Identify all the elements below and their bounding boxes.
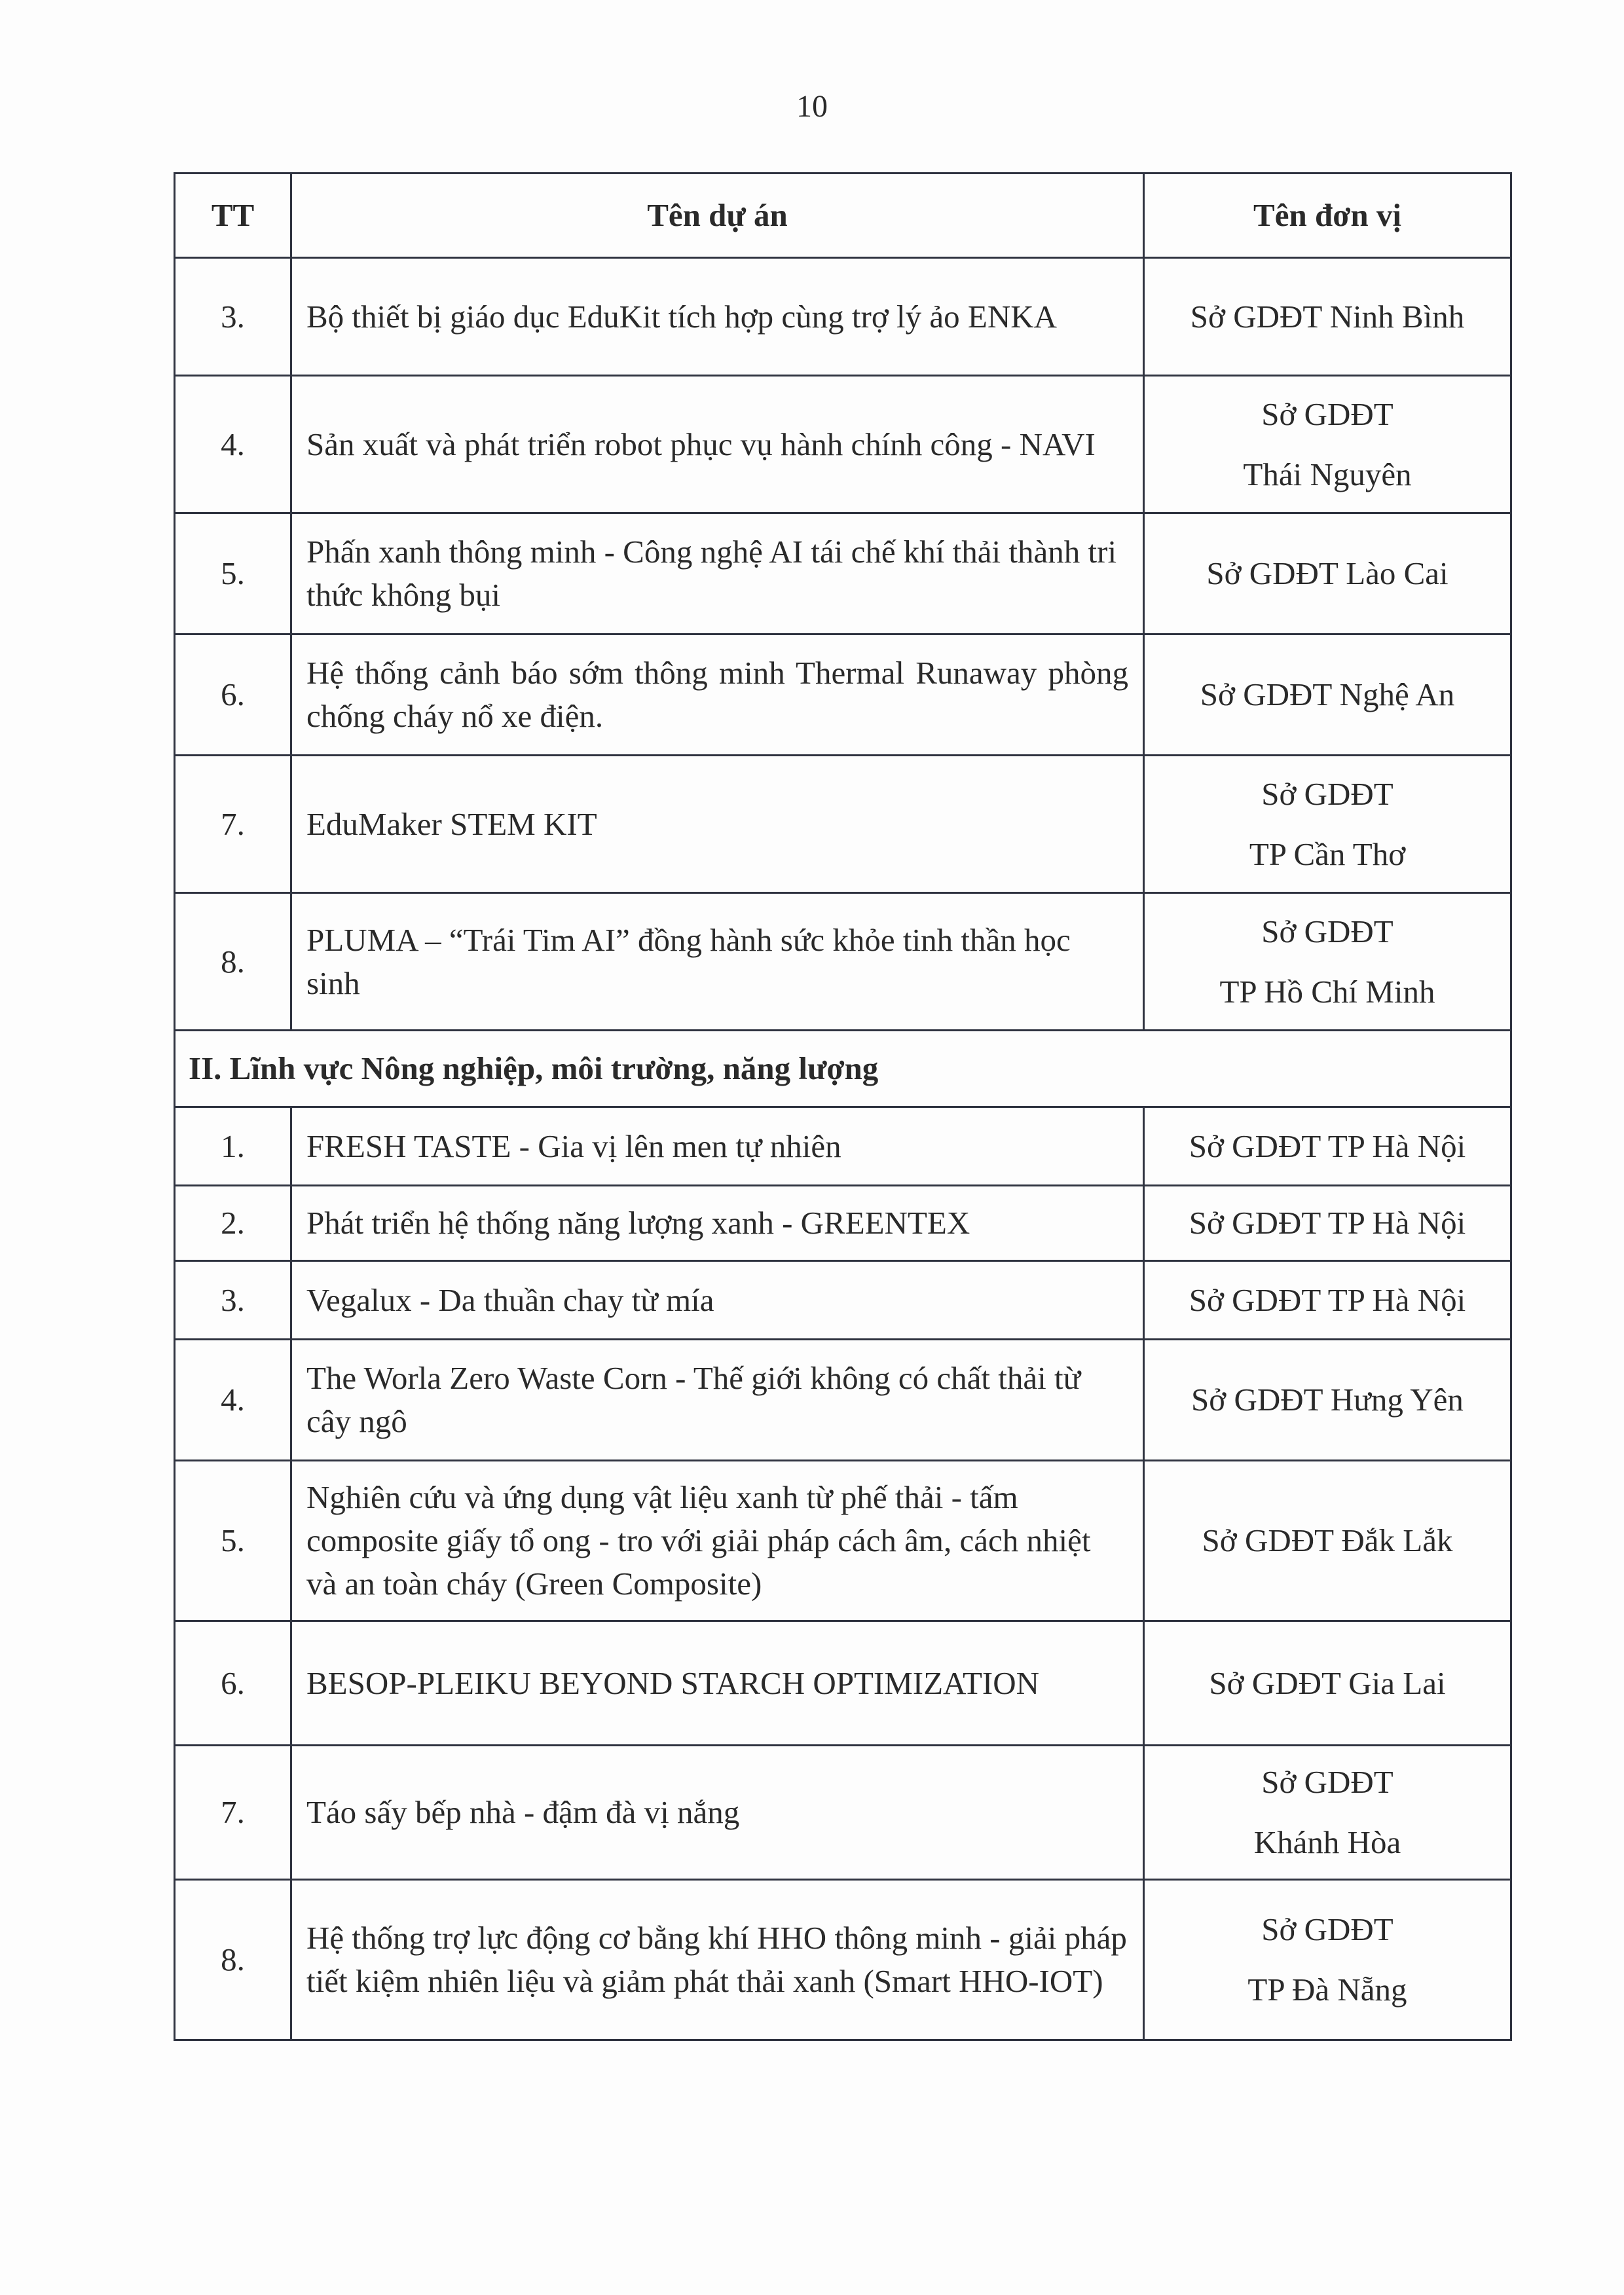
unit-name-line: Sở GDĐT <box>1261 913 1393 949</box>
unit-name <box>1144 376 1511 513</box>
row-number: 8. <box>175 893 291 1031</box>
table-row <box>175 513 1511 634</box>
unit-name <box>1144 1621 1511 1746</box>
row-number: 3. <box>175 258 291 376</box>
unit-name-line: Sở GDĐT Nghệ An <box>1200 676 1455 712</box>
project-name: The Worla Zero Waste Corn - Thế giới không có chất thải từ cây ngô <box>291 1340 1144 1461</box>
row-number: 4. <box>175 1340 291 1461</box>
project-name: Sản xuất và phát triển robot phục vụ hành chính công - NAVI <box>291 376 1144 513</box>
table-row <box>175 1461 1511 1621</box>
row-number: 6. <box>175 634 291 756</box>
section-heading: II. Lĩnh vực Nông nghiệp, môi trường, năng lượng <box>175 1031 1511 1107</box>
unit-name-line: Sở GDĐT Đắk Lắk <box>1202 1522 1453 1558</box>
unit-name-line: Thái Nguyên <box>1243 456 1412 492</box>
unit-name <box>1144 893 1511 1031</box>
page-number: 10 <box>796 89 828 124</box>
table-row <box>175 1186 1511 1261</box>
unit-name-line: Sở GDĐT <box>1261 1911 1393 1947</box>
row-number: 3. <box>175 1261 291 1340</box>
project-name: Nghiên cứu và ứng dụng vật liệu xanh từ phế thải - tấm composite giấy tổ ong - tro với giải pháp cách âm, cách nhiệt và an toàn cháy (Green Composite) <box>291 1461 1144 1621</box>
unit-name <box>1144 1107 1511 1186</box>
unit-name <box>1144 1880 1511 2040</box>
row-number: 6. <box>175 1621 291 1746</box>
unit-name <box>1144 258 1511 376</box>
table-row <box>175 1746 1511 1880</box>
project-name: Vegalux - Da thuần chay từ mía <box>291 1261 1144 1340</box>
table-row <box>175 1107 1511 1186</box>
unit-name <box>1144 1186 1511 1261</box>
unit-name-line: Sở GDĐT <box>1261 775 1393 812</box>
table-row <box>175 634 1511 756</box>
unit-name-line: Sở GDĐT <box>1261 395 1393 432</box>
unit-name-line: TP Cần Thơ <box>1249 835 1406 872</box>
table-header-row <box>175 174 1511 258</box>
unit-name-line: Sở GDĐT TP Hà Nội <box>1189 1281 1466 1318</box>
table-row <box>175 1261 1511 1340</box>
unit-name-line: Sở GDĐT TP Hà Nội <box>1189 1128 1466 1164</box>
table-row <box>175 893 1511 1031</box>
row-number: 2. <box>175 1186 291 1261</box>
unit-name <box>1144 1340 1511 1461</box>
table-row <box>175 1340 1511 1461</box>
row-number: 7. <box>175 756 291 893</box>
project-name: Hệ thống cảnh báo sớm thông minh Thermal Runaway phòng chống cháy nổ xe điện. <box>291 634 1144 756</box>
project-name: FRESH TASTE - Gia vị lên men tự nhiên <box>291 1107 1144 1186</box>
project-name: Phát triển hệ thống năng lượng xanh - GREENTEX <box>291 1186 1144 1261</box>
project-name: PLUMA – “Trái Tim AI” đồng hành sức khỏe tinh thần học sinh <box>291 893 1144 1031</box>
header-tt: TT <box>175 174 291 258</box>
row-number: 5. <box>175 1461 291 1621</box>
project-name: Phấn xanh thông minh - Công nghệ AI tái chế khí thải thành tri thức không bụi <box>291 513 1144 634</box>
row-number: 8. <box>175 1880 291 2040</box>
row-number: 7. <box>175 1746 291 1880</box>
row-number: 5. <box>175 513 291 634</box>
table-row <box>175 258 1511 376</box>
project-name: Táo sấy bếp nhà - đậm đà vị nắng <box>291 1746 1144 1880</box>
unit-name <box>1144 756 1511 893</box>
unit-name-line: Sở GDĐT Lào Cai <box>1206 555 1449 591</box>
header-project-name: Tên dự án <box>291 174 1144 258</box>
unit-name-line: Sở GDĐT Hưng Yên <box>1191 1382 1464 1418</box>
unit-name-line: Sở GDĐT Gia Lai <box>1209 1664 1446 1701</box>
table-row <box>175 376 1511 513</box>
unit-name-line: TP Đà Nẵng <box>1247 1972 1407 2008</box>
table-row <box>175 1880 1511 2040</box>
project-name: Bộ thiết bị giáo dục EduKit tích hợp cùng trợ lý ảo ENKA <box>291 258 1144 376</box>
project-name: EduMaker STEM KIT <box>291 756 1144 893</box>
unit-name <box>1144 1746 1511 1880</box>
unit-name-line: TP Hồ Chí Minh <box>1219 973 1435 1010</box>
projects-table <box>174 172 1512 2041</box>
section-row <box>175 1031 1511 1107</box>
row-number: 1. <box>175 1107 291 1186</box>
header-unit-name: Tên đơn vị <box>1144 174 1511 258</box>
table-row <box>175 1621 1511 1746</box>
unit-name <box>1144 1461 1511 1621</box>
project-name: Hệ thống trợ lực động cơ bằng khí HHO thông minh - giải pháp tiết kiệm nhiên liệu và giảm phát thải xanh (Smart HHO-IOT) <box>291 1880 1144 2040</box>
unit-name-line: Sở GDĐT Ninh Bình <box>1190 298 1465 335</box>
row-number: 4. <box>175 376 291 513</box>
unit-name <box>1144 513 1511 634</box>
project-name: BESOP-PLEIKU BEYOND STARCH OPTIMIZATION <box>291 1621 1144 1746</box>
unit-name-line: Sở GDĐT TP Hà Nội <box>1189 1205 1466 1241</box>
unit-name <box>1144 634 1511 756</box>
unit-name <box>1144 1261 1511 1340</box>
unit-name-line: Sở GDĐT <box>1261 1764 1393 1800</box>
unit-name-line: Khánh Hòa <box>1253 1824 1401 1860</box>
table-row <box>175 756 1511 893</box>
